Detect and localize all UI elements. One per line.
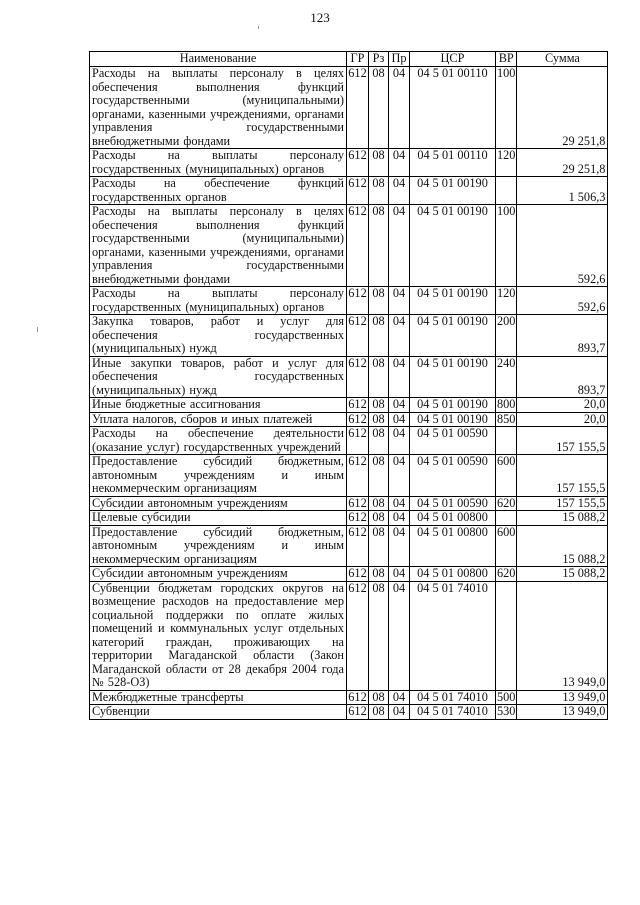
cell-name: Субсидии автономным учреждениям	[90, 567, 347, 582]
table-row	[90, 581, 608, 690]
cell-rz: 08	[369, 315, 389, 357]
table-row	[90, 205, 608, 287]
cell-gr: 612	[348, 566, 367, 580]
cell-csr: 04 5 01 00800	[410, 567, 496, 582]
cell-csr: 04 5 01 00800	[410, 525, 496, 567]
cell-rz: 08	[369, 705, 389, 720]
cell-sum: 592,6	[517, 287, 608, 315]
cell-sum: 157 155,5	[517, 496, 608, 511]
cell-pr: 04	[389, 581, 410, 690]
cell-csr: 04 5 01 00190	[410, 177, 496, 205]
header-name: Наименование	[90, 52, 347, 67]
table-row	[90, 67, 608, 149]
table-row	[90, 455, 608, 497]
cell-sum: 893,7	[517, 315, 608, 357]
cell-gr: 612	[347, 205, 369, 287]
cell-vr: 600	[496, 455, 517, 497]
cell-pr: 04	[389, 315, 410, 357]
cell-csr: 04 5 01 74010	[410, 581, 496, 690]
cell-pr: 04	[389, 427, 410, 455]
header-rz: Рз	[369, 52, 389, 67]
cell-csr: 04 5 01 00190	[410, 412, 496, 427]
cell-name: Расходы на выплаты персоналу в целях обеспечения выполнения функций государственными (муниципальными) органами, казенными учреждениями, органами управления государственными внебюджетными фондами	[90, 205, 347, 287]
cell-name: Расходы на выплаты персоналу государственных (муниципальных) органов	[90, 287, 347, 315]
cell-name: Уплата налогов, сборов и иных платежей	[90, 412, 347, 427]
cell-rz: 08	[369, 690, 389, 705]
cell-pr: 04	[389, 149, 410, 177]
cell-pr: 04	[389, 412, 410, 427]
cell-name: Субсидии автономным учреждениям	[90, 496, 347, 511]
cell-rz: 08	[369, 496, 389, 511]
cell-vr: 620	[497, 566, 516, 580]
table-row	[90, 177, 608, 205]
cell-rz: 08	[369, 455, 389, 497]
cell-gr: 612	[347, 356, 369, 398]
cell-vr: 500	[497, 690, 516, 704]
cell-vr: 120	[496, 149, 517, 177]
cell-vr: 800	[497, 397, 516, 411]
cell-vr	[496, 427, 517, 455]
cell-sum: 13 949,0	[517, 581, 608, 690]
scan-mark	[258, 26, 259, 29]
cell-pr: 04	[389, 356, 410, 398]
cell-rz: 08	[369, 67, 389, 149]
cell-gr: 612	[347, 315, 369, 357]
cell-name: Расходы на обеспечение деятельности (оказание услуг) государственных учреждений	[90, 427, 347, 455]
cell-gr: 612	[348, 510, 367, 524]
header-pr: Пр	[389, 52, 410, 67]
cell-gr: 612	[347, 177, 369, 205]
cell-csr: 04 5 01 00590	[410, 455, 496, 497]
cell-vr: 530	[497, 704, 516, 718]
cell-vr: 200	[496, 315, 517, 357]
cell-sum: 20,0	[517, 398, 608, 413]
cell-vr: 620	[497, 496, 516, 510]
cell-rz: 08	[369, 356, 389, 398]
cell-name: Иные бюджетные ассигнования	[90, 398, 347, 413]
table-row	[90, 496, 608, 511]
cell-csr: 04 5 01 00110	[410, 149, 496, 177]
cell-csr: 04 5 01 00590	[410, 427, 496, 455]
cell-csr: 04 5 01 00190	[410, 287, 496, 315]
cell-rz: 08	[369, 287, 389, 315]
cell-sum: 13 949,0	[517, 705, 608, 720]
table-row	[90, 356, 608, 398]
cell-sum: 15 088,2	[517, 511, 608, 526]
cell-pr: 04	[389, 67, 410, 149]
cell-pr: 04	[389, 705, 410, 720]
cell-gr: 612	[348, 412, 367, 426]
cell-sum: 592,6	[517, 205, 608, 287]
table-row	[90, 705, 608, 720]
cell-vr: 100	[496, 67, 517, 149]
table-row	[90, 690, 608, 705]
table-row	[90, 427, 608, 455]
cell-vr: 600	[496, 525, 517, 567]
cell-gr: 612	[347, 525, 369, 567]
cell-vr: 100	[496, 205, 517, 287]
cell-name: Субвенции	[90, 705, 347, 720]
cell-gr: 612	[347, 287, 369, 315]
cell-rz: 08	[369, 177, 389, 205]
table-row	[90, 398, 608, 413]
cell-vr: 240	[496, 356, 517, 398]
cell-name: Межбюджетные трансферты	[90, 690, 347, 705]
cell-rz: 08	[369, 412, 389, 427]
cell-gr: 612	[348, 496, 367, 510]
cell-rz: 08	[369, 567, 389, 582]
cell-sum: 157 155,5	[517, 455, 608, 497]
cell-name: Целевые субсидии	[90, 511, 347, 526]
cell-name: Закупка товаров, работ и услуг для обеспечения государственных (муниципальных) нужд	[90, 315, 347, 357]
cell-csr: 04 5 01 00190	[410, 315, 496, 357]
cell-vr	[496, 581, 517, 690]
cell-vr	[496, 511, 517, 526]
cell-vr: 120	[496, 287, 517, 315]
cell-sum: 1 506,3	[517, 177, 608, 205]
table-row	[90, 525, 608, 567]
cell-sum: 15 088,2	[517, 525, 608, 567]
cell-name: Предоставление субсидий бюджетным, автономным учреждениям и иным некоммерческим организациям	[90, 525, 347, 567]
cell-rz: 08	[369, 149, 389, 177]
cell-sum: 893,7	[517, 356, 608, 398]
cell-pr: 04	[389, 287, 410, 315]
cell-rz: 08	[369, 581, 389, 690]
table-header-row	[90, 52, 608, 67]
header-sum: Сумма	[517, 52, 608, 67]
cell-name: Предоставление субсидий бюджетным, автономным учреждениям и иным некоммерческим организациям	[90, 455, 347, 497]
cell-pr: 04	[389, 690, 410, 705]
cell-csr: 04 5 01 74010	[410, 690, 496, 705]
cell-pr: 04	[389, 511, 410, 526]
cell-gr: 612	[347, 455, 369, 497]
cell-vr: 850	[497, 412, 516, 426]
cell-pr: 04	[389, 398, 410, 413]
cell-gr: 612	[347, 67, 369, 149]
cell-pr: 04	[389, 205, 410, 287]
cell-rz: 08	[369, 511, 389, 526]
cell-csr: 04 5 01 74010	[410, 705, 496, 720]
cell-gr: 612	[347, 149, 369, 177]
cell-pr: 04	[389, 177, 410, 205]
cell-rz: 08	[369, 398, 389, 413]
cell-vr	[496, 177, 517, 205]
cell-pr: 04	[389, 496, 410, 511]
table-row	[90, 287, 608, 315]
cell-pr: 04	[389, 525, 410, 567]
cell-sum: 157 155,5	[517, 427, 608, 455]
cell-gr: 612	[348, 704, 367, 718]
cell-rz: 08	[369, 427, 389, 455]
cell-pr: 04	[389, 455, 410, 497]
cell-sum: 13 949,0	[517, 690, 608, 705]
cell-gr: 612	[347, 581, 369, 690]
cell-gr: 612	[347, 427, 369, 455]
cell-sum: 29 251,8	[517, 67, 608, 149]
cell-sum: 29 251,8	[517, 149, 608, 177]
cell-csr: 04 5 01 00190	[410, 205, 496, 287]
cell-rz: 08	[369, 205, 389, 287]
cell-csr: 04 5 01 00110	[410, 67, 496, 149]
cell-gr: 612	[348, 397, 367, 411]
cell-name: Расходы на выплаты персоналу в целях обеспечения выполнения функций государственными (муниципальными) органами, казенными учреждениями, органами управления государственными внебюджетными фондами	[90, 67, 347, 149]
cell-csr: 04 5 01 00190	[410, 398, 496, 413]
table-row	[90, 315, 608, 357]
page-number: 123	[310, 10, 330, 25]
scan-mark	[37, 327, 38, 332]
cell-csr: 04 5 01 00590	[410, 496, 496, 511]
cell-gr: 612	[348, 690, 367, 704]
cell-name: Расходы на выплаты персоналу государственных (муниципальных) органов	[90, 149, 347, 177]
budget-table	[89, 51, 608, 720]
header-csr: ЦСР	[410, 52, 496, 67]
cell-sum: 15 088,2	[517, 567, 608, 582]
header-vr: ВР	[496, 52, 517, 67]
header-gr: ГР	[347, 52, 369, 67]
cell-csr: 04 5 01 00190	[410, 356, 496, 398]
cell-rz: 08	[369, 525, 389, 567]
cell-csr: 04 5 01 00800	[410, 511, 496, 526]
table-row	[90, 149, 608, 177]
cell-sum: 20,0	[517, 412, 608, 427]
table-row	[90, 412, 608, 427]
cell-name: Расходы на обеспечение функций государственных органов	[90, 177, 347, 205]
table-body	[90, 67, 608, 720]
cell-name: Субвенции бюджетам городских округов на возмещение расходов на предоставление мер социальной поддержки по оплате жилых помещений и коммунальных услуг отдельных категорий граждан, проживающих на территории Магаданской области (Закон Магаданской области от 28 декабря 2004 года № 528-ОЗ)	[90, 581, 347, 690]
cell-pr: 04	[389, 567, 410, 582]
table-row	[90, 567, 608, 582]
cell-name: Иные закупки товаров, работ и услуг для обеспечения государственных (муниципальных) нужд	[90, 356, 347, 398]
table-row	[90, 511, 608, 526]
